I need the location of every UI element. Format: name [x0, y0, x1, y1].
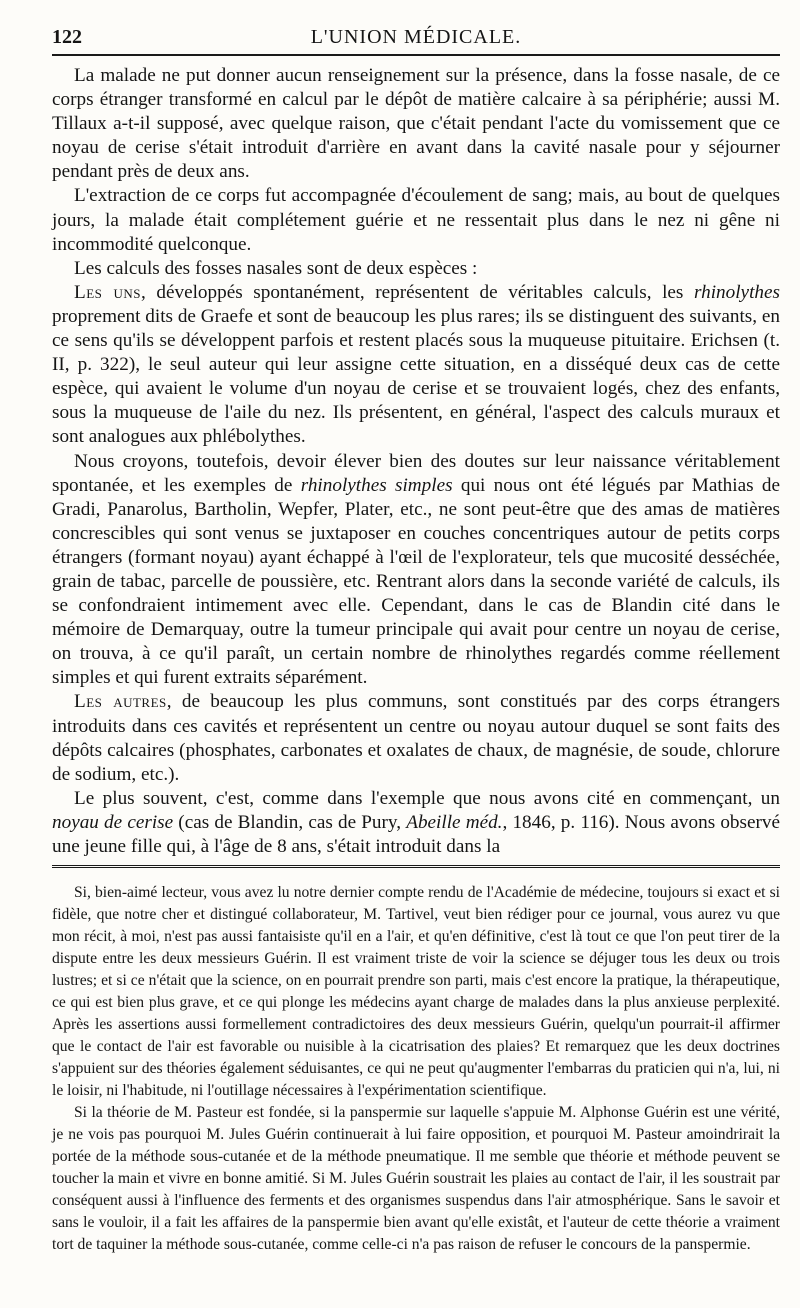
paragraph-4-term: rhinolythes: [693, 281, 780, 303]
paragraph-5-text-a: Nous croyons, toutefois, devoir élever bien des doutes sur leur naissance véritablement spontanée, et les exemples de: [52, 450, 780, 496]
paragraph-7-text-a: Le plus souvent, c'est, comme dans l'exemple que nous avons cité en commençant, un: [74, 787, 780, 809]
paragraph-6: [52, 690, 780, 786]
paragraph-4-text-a: , développés spontanément, représentent de véritables calculs, les: [140, 281, 694, 303]
paragraph-7-text-c: , 1846, p. 116). Nous avons observé une jeune fille qui, à l'âge de 8 ans, s'était introduit dans la: [52, 811, 780, 857]
paragraph-4-lead: Les uns: [74, 281, 141, 303]
paragraph-7: [52, 787, 780, 859]
paragraph-4-text-b: proprement dits de Graefe et sont de beaucoup les plus rares; ils se distinguent des suivants, en ce sens qu'ils se développent parfois et restent placés sous la muqueuse pituitaire. Erichsen (t. II, p. 322), le seul auteur qui leur assigne cette situation, en a disséqué deux cas de cette espèce, qui avaient le volume d'un noyau de cerise et se trouvaient logés, chez des enfants, sous la muqueuse de l'aile du nez. Ils présentent, en général, l'aspect des calculs muraux et sont analogues aux phlébolythes.: [52, 305, 780, 448]
feuilleton-paragraph-1: Si, bien-aimé lecteur, vous avez lu notre dernier compte rendu de l'Académie de médecine, toujours si exact et si fidèle, que notre cher et distingué collaborateur, M. Tartivel, veut bien rédiger pour ce journal, vous aurez vu que mon récit, à moi, n'est pas aussi fantaisiste qu'il en a l'air, et qu'en définitive, c'est là tout ce que l'on peut tirer de la dispute entre les deux messieurs Guérin. Il est vraiment triste de voir la science se déjuger tous les deux ou trois lustres; et si ce n'était que la science, on en pourrait prendre son parti, mais c'est encore la pratique, la thérapeutique, ce qui est bien plus grave, et ce qui plonge les médecins ayant charge de malades dans la plus anxieuse perplexité. Après les assertions aussi formellement contradictoires des deux messieurs Guérin, quelqu'un pourrait-il affirmer que le contact de l'air est favorable ou nuisible à la cicatrisation des plaies? Et remarquez que les deux doctrines s'appuient sur des théories également séduisantes, ce qui ne peut qu'augmenter l'embarras du praticien qui n'a, lui, ni le loisir, ni l'habitude, ni l'outillage nécessaires à l'expérimentation scientifique.: [52, 884, 780, 1100]
paragraph-2: L'extraction de ce corps fut accompagnée d'écoulement de sang; mais, au bout de quelques jours, la malade était complétement guérie et ne ressentait plus dans le nez ni gêne ni incommodité quelconque.: [52, 185, 780, 255]
main-article: [52, 64, 780, 859]
paragraph-3: Les calculs des fosses nasales sont de deux espèces :: [74, 257, 478, 279]
paragraph-7-text-b: (cas de Blandin, cas de Pury,: [173, 811, 407, 833]
feuilleton-separator: [52, 865, 780, 868]
paragraph-5-text-b: qui nous ont été légués par Mathias de Gradi, Panarolus, Bartholin, Wepfer, Plater, etc., ne sont peut-être que des amas de matières concrescibles qui sont venus se juxtaposer en couches concentriques autour de petits corps étrangers (formant noyau) ayant échappé à l'œil de l'explorateur, tels que mucosité desséchée, grain de tabac, parcelle de poussière, etc. Rentrant alors dans la seconde variété de calculs, ils se confondraient intimement avec elle. Cependant, dans le cas de Blandin cité dans le mémoire de Demarquay, outre la tumeur principale qui avait pour centre un noyau de cerise, on trouva, à ce qu'il paraît, un certain nombre de rhinolythes regardés comme réellement simples et qui furent extraits séparément.: [52, 474, 780, 689]
paragraph-5-term: rhinolythes simples: [300, 474, 453, 496]
paragraph-5: [52, 450, 780, 691]
paragraph-6-lead: Les autres: [74, 691, 167, 713]
feuilleton-section: [52, 882, 780, 1256]
paragraph-6-text: , de beaucoup les plus communs, sont constitués par des corps étrangers introduits dans ces cavités et représentent un centre ou noyau autour duquel se sont faits des dépôts calcaires (phosphates, carbonates et oxalates de chaux, de magnésie, de soude, chlorure de sodium, etc.).: [52, 691, 781, 785]
paragraph-7-term-2: Abeille méd.: [406, 811, 503, 833]
feuilleton-paragraph-2: Si la théorie de M. Pasteur est fondée, si la panspermie sur laquelle s'appuie M. Alphonse Guérin est une vérité, je ne vois pas pourquoi M. Jules Guérin continuerait à lui faire opposition, et pourquoi M. Pasteur amoindrirait la portée de la méthode sous-cutanée et de la méthode pneumatique. Il me semble que théorie et méthode peuvent se toucher la main et vivre en bonne amitié. Si M. Jules Guérin soustrait les plaies au contact de l'air, il les soustrait par conséquent aussi à l'influence des ferments et des organismes suspendus dans l'air atmosphérique. Sans le savoir et sans le vouloir, il a fait les affaires de la panspermie bien avant qu'elle existât, et l'auteur de cette théorie a vraiment tort de taquiner la méthode sous-cutanée, comme celle-ci n'a pas raison de refuser le concours de la panspermie.: [52, 1104, 780, 1254]
page-number: 122: [52, 26, 82, 48]
paragraph-1: La malade ne put donner aucun renseignement sur la présence, dans la fosse nasale, de ce corps étranger transformé en calcul par le dépôt de matière calcaire à sa périphérie; aussi M. Tillaux a-t-il supposé, avec quelque raison, que c'était pendant l'acte du vomissement que ce noyau de cerise s'était introduit d'arrière en avant dans la cavité nasale pour y séjourner pendant près de deux ans.: [52, 65, 780, 183]
page-header: [52, 22, 780, 56]
journal-page: [52, 22, 780, 1292]
running-title: L'UNION MÉDICALE.: [310, 26, 522, 48]
paragraph-4: [52, 281, 780, 450]
paragraph-7-term-1: noyau de cerise: [52, 811, 174, 833]
